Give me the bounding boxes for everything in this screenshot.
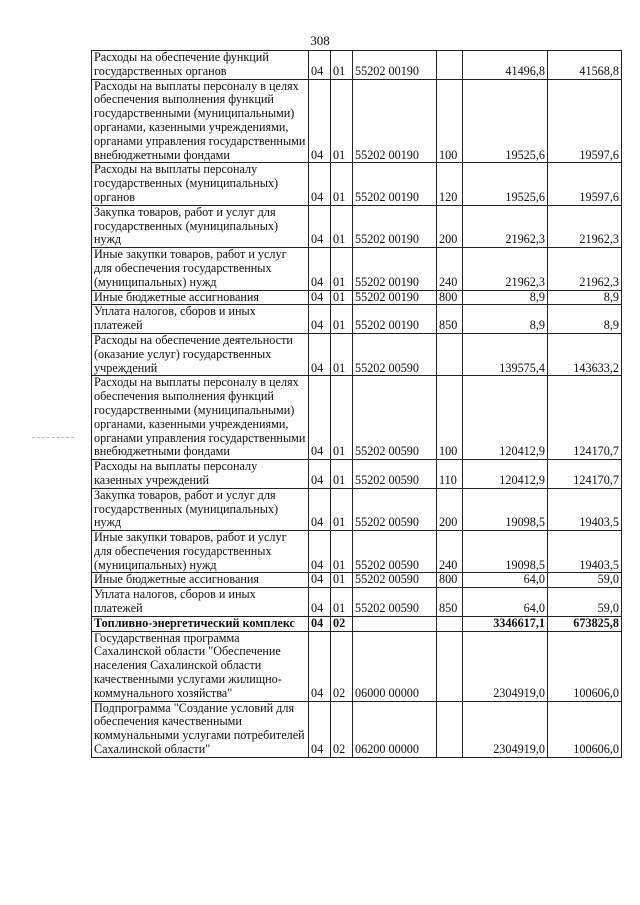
subsection-code: 01 — [331, 588, 353, 617]
scan-artifact — [32, 437, 74, 438]
target-article-code: 55202 00590 — [353, 573, 437, 588]
amount-year-2: 124170,7 — [548, 376, 622, 460]
table-row — [92, 333, 622, 375]
row-name: Закупка товаров, работ и услуг для государственных (муниципальных) нужд — [92, 205, 309, 247]
table-row — [92, 631, 622, 701]
expense-type-code — [437, 701, 463, 757]
target-article-code: 06000 00000 — [353, 631, 437, 701]
amount-year-2: 8,9 — [548, 305, 622, 334]
amount-year-2: 100606,0 — [548, 701, 622, 757]
row-name: Расходы на выплаты персоналу в целях обеспечения выполнения функций государственными (муниципальными) органами, казенными учреждениями, органами управления государственными внебюджетными фондами — [92, 79, 309, 163]
table-row — [92, 460, 622, 489]
expense-type-code: 200 — [437, 205, 463, 247]
amount-year-1: 19525,6 — [463, 79, 548, 163]
amount-year-2: 19597,6 — [548, 79, 622, 163]
expense-type-code: 850 — [437, 588, 463, 617]
row-name: Расходы на выплаты персоналу государственных (муниципальных) органов — [92, 163, 309, 205]
amount-year-1: 120412,9 — [463, 376, 548, 460]
expense-type-code: 240 — [437, 248, 463, 290]
amount-year-2: 19403,5 — [548, 488, 622, 530]
table-row — [92, 616, 622, 631]
target-article-code: 55202 00590 — [353, 531, 437, 573]
amount-year-2: 19597,6 — [548, 163, 622, 205]
amount-year-2: 100606,0 — [548, 631, 622, 701]
section-code: 04 — [309, 531, 331, 573]
amount-year-2: 19403,5 — [548, 531, 622, 573]
table-row — [92, 248, 622, 290]
expense-type-code: 200 — [437, 488, 463, 530]
table-row — [92, 488, 622, 530]
row-name: Уплата налогов, сборов и иных платежей — [92, 305, 309, 334]
expense-type-code — [437, 333, 463, 375]
expense-type-code: 240 — [437, 531, 463, 573]
amount-year-1: 2304919,0 — [463, 631, 548, 701]
amount-year-1: 41496,8 — [463, 51, 548, 80]
section-code: 04 — [309, 248, 331, 290]
target-article-code — [353, 616, 437, 631]
section-code: 04 — [309, 333, 331, 375]
row-name: Расходы на обеспечение деятельности (оказание услуг) государственных учреждений — [92, 333, 309, 375]
amount-year-2: 21962,3 — [548, 205, 622, 247]
row-name: Закупка товаров, работ и услуг для государственных (муниципальных) нужд — [92, 488, 309, 530]
target-article-code: 06200 00000 — [353, 701, 437, 757]
amount-year-1: 64,0 — [463, 573, 548, 588]
amount-year-1: 139575,4 — [463, 333, 548, 375]
amount-year-1: 120412,9 — [463, 460, 548, 489]
target-article-code: 55202 00190 — [353, 305, 437, 334]
section-code: 04 — [309, 376, 331, 460]
amount-year-2: 59,0 — [548, 588, 622, 617]
table-row — [92, 79, 622, 163]
table-row — [92, 701, 622, 757]
row-name: Подпрограмма "Создание условий для обеспечения качественными коммунальными услугами потребителей Сахалинской области" — [92, 701, 309, 757]
amount-year-2: 673825,8 — [548, 616, 622, 631]
amount-year-2: 21962,3 — [548, 248, 622, 290]
section-code: 04 — [309, 205, 331, 247]
target-article-code: 55202 00190 — [353, 51, 437, 80]
subsection-code: 02 — [331, 701, 353, 757]
table-row — [92, 376, 622, 460]
subsection-code: 01 — [331, 79, 353, 163]
table-row — [92, 588, 622, 617]
subsection-code: 01 — [331, 305, 353, 334]
amount-year-1: 2304919,0 — [463, 701, 548, 757]
section-code: 04 — [309, 616, 331, 631]
expense-type-code: 100 — [437, 376, 463, 460]
section-code: 04 — [309, 631, 331, 701]
section-code: 04 — [309, 163, 331, 205]
table-row — [92, 305, 622, 334]
row-name: Топливно-энергетический комплекс — [92, 616, 309, 631]
amount-year-2: 59,0 — [548, 573, 622, 588]
target-article-code: 55202 00590 — [353, 460, 437, 489]
amount-year-1: 21962,3 — [463, 248, 548, 290]
page-number: 308 — [310, 33, 330, 48]
section-code: 04 — [309, 573, 331, 588]
amount-year-1: 3346617,1 — [463, 616, 548, 631]
section-code: 04 — [309, 488, 331, 530]
table-row — [92, 51, 622, 80]
subsection-code: 01 — [331, 573, 353, 588]
table-row — [92, 290, 622, 305]
amount-year-1: 19525,6 — [463, 163, 548, 205]
target-article-code: 55202 00190 — [353, 290, 437, 305]
subsection-code: 01 — [331, 333, 353, 375]
section-code: 04 — [309, 305, 331, 334]
row-name: Расходы на выплаты персоналу казенных учреждений — [92, 460, 309, 489]
target-article-code: 55202 00190 — [353, 79, 437, 163]
amount-year-2: 8,9 — [548, 290, 622, 305]
section-code: 04 — [309, 51, 331, 80]
section-code: 04 — [309, 290, 331, 305]
expense-type-code: 100 — [437, 79, 463, 163]
subsection-code: 01 — [331, 376, 353, 460]
row-name: Расходы на обеспечение функций государственных органов — [92, 51, 309, 80]
table-row — [92, 531, 622, 573]
row-name: Уплата налогов, сборов и иных платежей — [92, 588, 309, 617]
row-name: Государственная программа Сахалинской области "Обеспечение населения Сахалинской области качественными услугами жилищно-коммунального хозяйства" — [92, 631, 309, 701]
section-code: 04 — [309, 460, 331, 489]
table-row — [92, 205, 622, 247]
subsection-code: 01 — [331, 248, 353, 290]
row-name: Иные бюджетные ассигнования — [92, 290, 309, 305]
row-name: Иные бюджетные ассигнования — [92, 573, 309, 588]
subsection-code: 01 — [331, 205, 353, 247]
target-article-code: 55202 00190 — [353, 248, 437, 290]
target-article-code: 55202 00590 — [353, 588, 437, 617]
table-row — [92, 573, 622, 588]
subsection-code: 01 — [331, 290, 353, 305]
amount-year-1: 8,9 — [463, 305, 548, 334]
section-code: 04 — [309, 79, 331, 163]
subsection-code: 01 — [331, 460, 353, 489]
amount-year-1: 19098,5 — [463, 488, 548, 530]
amount-year-2: 41568,8 — [548, 51, 622, 80]
amount-year-2: 124170,7 — [548, 460, 622, 489]
subsection-code: 01 — [331, 531, 353, 573]
target-article-code: 55202 00190 — [353, 163, 437, 205]
expense-type-code: 110 — [437, 460, 463, 489]
subsection-code: 02 — [331, 616, 353, 631]
expense-type-code: 800 — [437, 573, 463, 588]
expense-type-code: 850 — [437, 305, 463, 334]
expense-type-code — [437, 631, 463, 701]
expense-type-code — [437, 616, 463, 631]
section-code: 04 — [309, 588, 331, 617]
expense-type-code: 120 — [437, 163, 463, 205]
amount-year-2: 143633,2 — [548, 333, 622, 375]
row-name: Иные закупки товаров, работ и услуг для обеспечения государственных (муниципальных) нужд — [92, 248, 309, 290]
target-article-code: 55202 00590 — [353, 488, 437, 530]
row-name: Расходы на выплаты персоналу в целях обеспечения выполнения функций государственными (муниципальными) органами, казенными учреждениями, органами управления государственными внебюджетными фондами — [92, 376, 309, 460]
amount-year-1: 64,0 — [463, 588, 548, 617]
subsection-code: 01 — [331, 163, 353, 205]
target-article-code: 55202 00590 — [353, 333, 437, 375]
expense-type-code — [437, 51, 463, 80]
amount-year-1: 19098,5 — [463, 531, 548, 573]
table-row — [92, 163, 622, 205]
target-article-code: 55202 00190 — [353, 205, 437, 247]
budget-table — [91, 50, 622, 758]
target-article-code: 55202 00590 — [353, 376, 437, 460]
amount-year-1: 8,9 — [463, 290, 548, 305]
expense-type-code: 800 — [437, 290, 463, 305]
subsection-code: 01 — [331, 488, 353, 530]
subsection-code: 01 — [331, 51, 353, 80]
section-code: 04 — [309, 701, 331, 757]
subsection-code: 02 — [331, 631, 353, 701]
amount-year-1: 21962,3 — [463, 205, 548, 247]
row-name: Иные закупки товаров, работ и услуг для обеспечения государственных (муниципальных) нужд — [92, 531, 309, 573]
